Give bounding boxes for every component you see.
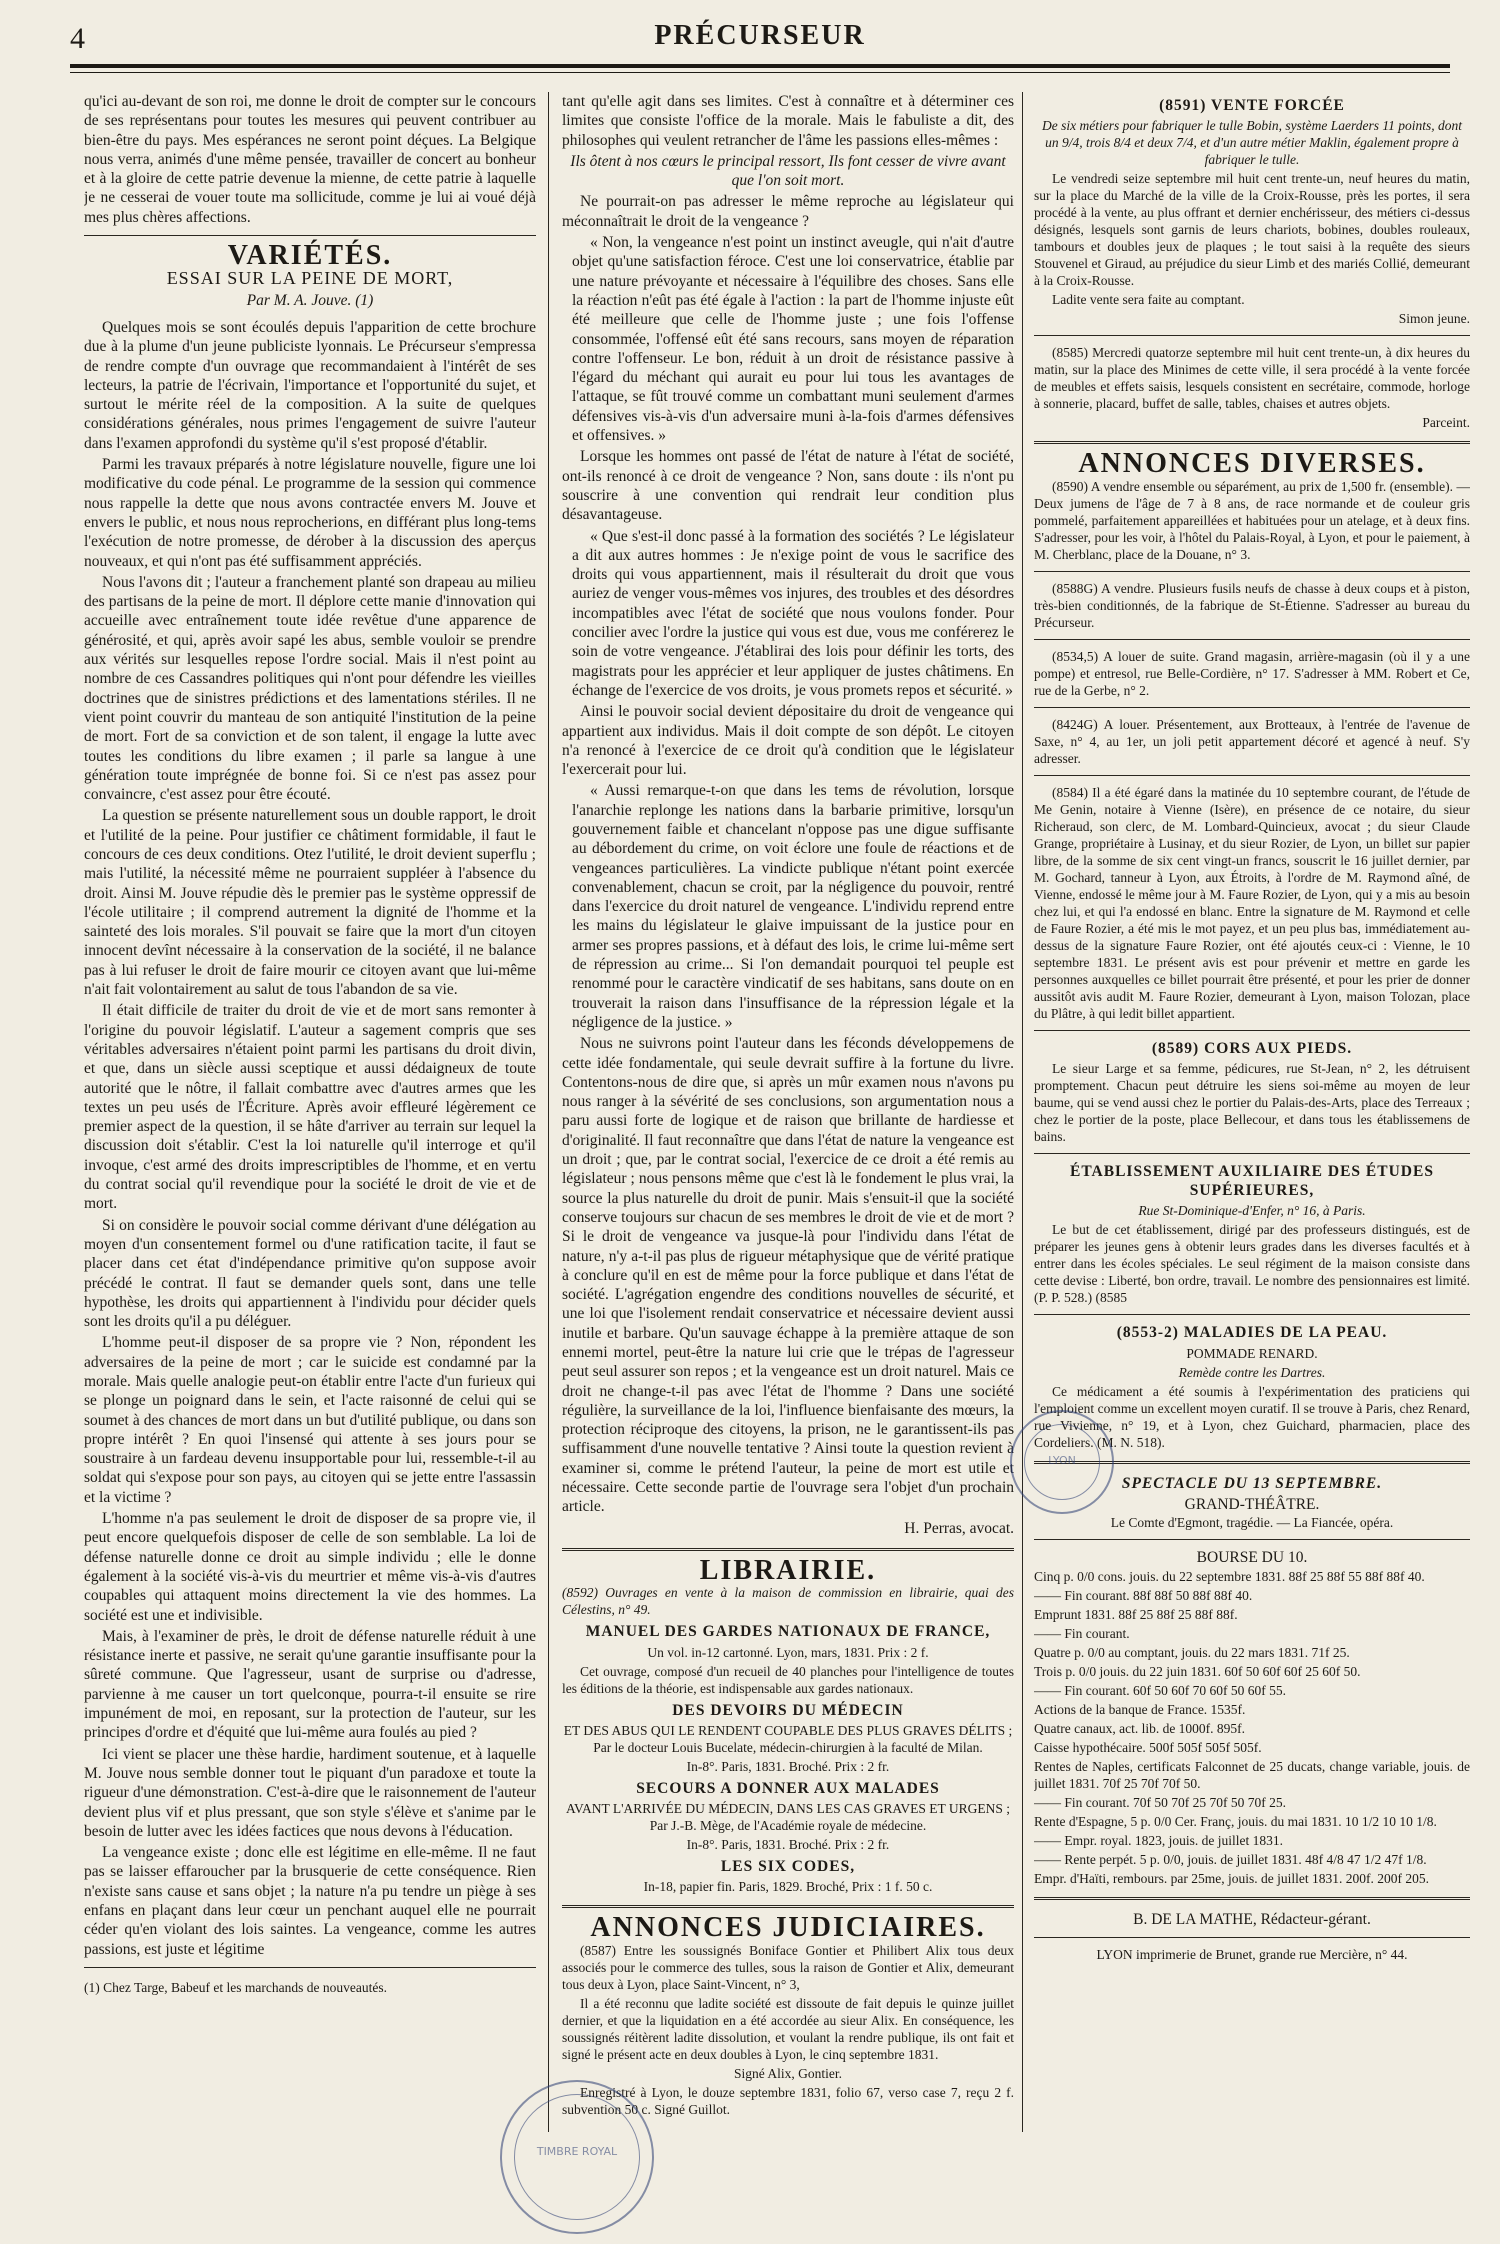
bourse-line: Actions de la banque de France. 1535f. xyxy=(1034,1701,1246,1717)
librairie-heading: LIBRAIRIE. xyxy=(699,1554,877,1586)
essay-paragraph: Mais, à l'examiner de près, le droit de défense naturelle réduit à une résistance inerte et passive, ne serait qu'une garantie insuffisante pour la sûreté commune. Que l'agresseur, usant de surprise ou d'adresse, parvienne à me causer un tort quelconque, pourra-t-il ensuite se rire impunément de moi, en reposant, sur la protection de l'auteur, sur les principes d'ordre et d'équité que lui-même aura foulés au pied ? xyxy=(84,1627,536,1742)
essay-paragraph: Nous ne suivrons point l'auteur dans les féconds développemens de cette idée fondamentale, qui seule devrait suffire à la fortune du livre. Contentons-nous de dire que, si après un mûr examen nous n'avons pu nous ranger à la sévérité de ses conclusions, son argumentation nous a paru aussi forte de logique et de raison que brillante de hardiesse et d'originalité. Il faut reconnaître que dans l'état de nature la vengeance est un droit ; que, par le contrat social, l'exercice de ce droit a été remis au législateur ; nous pensons même que c'est là le fondement le plus vrai, la source la plus naturelle du droit de punir. Mais s'ensuit-il que la société conserve toujours sur chacun de ses membres le droit de vie et de mort ? Si le droit de vengeance va jusque-là pour l'individu dans l'état de nature, n'y a-t-il pas plus de rigueur métaphysique que de vérité pratique à conclure qu'il en est de même pour la force publique et dans l'état de société. L'agrégation engendre des conditions nouvelles de sécurité, et une loi que l'isolement rendait conservatrice et nécessaire devient aussi inutile et barbare. Qu'un sauvage échappe à la première attaque de son ennemi mortel, peut-être la nature lui crie que le trépas de l'agresseur peut seul assurer son repos ; et la vengeance est un droit naturel. Mais ce droit ne change-t-il pas avec l'état de l'homme ? Dans une société régulière, la surveillance de la loi, l'influence bienfaisante des mœurs, la protection réciproque des citoyens, la prison, ne le garantissent-ils pas suffisamment d'une nouvelle tentative ? Ainsi toute la question revient à examiner si, comme le prétend l'auteur, la peine de mort est utile et nécessaire. Cette seconde partie de l'ouvrage sera l'objet d'un prochain article. xyxy=(562,1035,1014,1516)
essay-quote: « Aussi remarque-t-on que dans les tems de révolution, lorsque l'anarchie replonge les nations dans la barbarie primitive, lorsqu'un gouvernement faible et chancelant n'oppose pas une digue suffisante au débordement du crime, on voit éclore une foule de réactions et de vengeances particulières. La vindicte publique n'étant point exercée convenablement, chacun se croit, par la négligence du pouvoir, rentré dans l'exercice du droit naturel de vengeance. L'individu reprend entre les mains du législateur le glaive impuissant de la justice pour en armer ses propres passions, et à défaut des lois, le crime lui-même sert de répression au crime... Si l'on demandait pourquoi tel peuple est renommé pour le caractère vindicatif de ses habitans, sans doute on en trouverait la raison dans l'insuffisance de la répression légale et la négligence de la justice. » xyxy=(572,782,1014,1031)
etab-address: Rue St-Dominique-d'Enfer, n° 16, à Paris. xyxy=(1138,1203,1366,1219)
ad-item: (8588G) A vendre. Plusieurs fusils neufs de chasse à deux coups et à piston, très-bien conditionnés, de la fabrique de St-Étienne. S'adresser au bureau du Précurseur. xyxy=(1034,580,1470,630)
lyon-stamp xyxy=(1010,1410,1114,1514)
book-details: AVANT L'ARRIVÉE DU MÉDECIN, DANS LES CAS GRAVES ET URGENS ; Par J.-B. Mège, de l'Académie royale de médecine. xyxy=(565,1801,1011,1834)
essay-paragraph: Nous l'avons dit ; l'auteur a franchement planté son drapeau au milieu des partisans de la peine de mort. Il déplore cette manie d'innovation qui accueille avec entraînement toute idée revêtue d'une apparence de générosité, et qui, après avoir sapé les abus, semble vouloir se prendre aux vérités sur lesquelles repose l'ordre social. Mais il n'est point au nombre de ces Cassandres politiques qui n'ont pour défendre les vieilles doctrines que de sinistres prédictions et des lamentations stériles. Il ne vient point couvrir du manteau de son antiquité l'institution de la peine de mort. Fort de sa conviction et de son talent, il engage la lutte avec toutes les conditions du libre examen ; il parle sa langue à une génération toute imprégnée de bonne foi. Si ce n'est pas assez pour convaincre, c'est assez pour être écouté. xyxy=(84,573,536,804)
bourse-title: BOURSE DU 10. xyxy=(1196,1549,1308,1567)
essay-paragraph: La vengeance existe ; donc elle est légitime en elle-même. Il ne faut pas se laisser effaroucher par la brusquerie de cette conséquence. Rien n'existe sans cause et sans objet ; la nature n'a pu tendre un piège à ses enfans en plaçant dans leur cœur un penchant auquel elle ne pourrait céder qu'en violant des lois saintes. La vengeance, comme les autres passions, est juste et légitime xyxy=(84,1844,536,1958)
maladies-heading xyxy=(1034,1323,1470,1342)
ad-item: (8424G) A louer. Présentement, aux Brotteaux, à l'entrée de l'avenue de Saxe, n° 4, au 1er, un joli petit appartement décoré et agencé à neuf. S'y adresser. xyxy=(1034,716,1470,766)
cors-title: CORS AUX PIEDS. xyxy=(1204,1039,1353,1057)
ad-divider xyxy=(1034,335,1470,336)
ad-divider xyxy=(1034,1153,1470,1154)
essay-paragraph: L'homme n'a pas seulement le droit de disposer de sa propre vie, il peut encore quelquefois disposer de celle de son semblable. La loi de défense naturelle donne ce droit au simple individu ; elle le donne également à la société vis-à-vis du meurtrier et même vis-à-vis d'autres coupables qui attaquent moins directement la vie des hommes. La société est une et indivisible. xyxy=(84,1510,536,1624)
column-right xyxy=(1034,92,1470,2142)
page-number: 4 xyxy=(70,22,85,55)
ad-8585-signature: Parceint. xyxy=(1422,415,1470,431)
vente-subtitle: De six métiers pour fabriquer le tulle Bobin, système Laerders 11 points, dont un 9/4, trois 8/4 et deux 7/4, et d'un autre métier Maklin, également propre à fabriquer le tulle. xyxy=(1042,118,1462,168)
essay-paragraph: La question se présente naturellement sous un double rapport, le droit et l'utilité de la peine. Pour justifier ce châtiment formidable, il faut le concours de ces deux conditions. Otez l'utilité, le droit devient superflu ; mais l'utilité, la nécessité même ne pourraient suppléer à l'absence du droit. Ainsi M. Jouve répudie dès le premier pas le système oppressif de l'école utilitaire ; il comprend autrement la dignité de l'homme et la sainteté des lois morales. S'il pouvait se faire que la mort d'un citoyen innocent devînt nécessaire à la conservation de la société, il ne balance pas à lui refuser le droit de faire mourir ce citoyen avant que lui-même n'ait fait volontairement au salut de tous l'abandon de sa vie. xyxy=(84,807,536,999)
ad-8585: (8585) Mercredi quatorze septembre mil huit cent trente-un, à dix heures du matin, sur la place des Minimes de cette ville, il sera procédé à la vente forcée de meubles et effets saisis, lesquels consistent en secrétaire, commode, horloge à sonnerie, placard, buffet de salle, tables, chaises et autres objets. xyxy=(1034,345,1470,412)
ad-divider xyxy=(1034,775,1470,776)
book-title: DES DEVOIRS DU MÉDECIN xyxy=(672,1701,904,1719)
spectacle-sub: GRAND-THÉÂTRE. xyxy=(1184,1496,1320,1514)
column-divider xyxy=(1022,92,1023,2132)
book-desc: In-8°. Paris, 1831. Broché. Prix : 2 fr. xyxy=(686,1758,890,1774)
essay-title: ESSAI SUR LA PEINE DE MORT, xyxy=(166,268,454,289)
book-title: LES SIX CODES, xyxy=(720,1858,856,1876)
masthead-title: PRÉCURSEUR xyxy=(654,20,866,51)
essay-paragraph: Quelques mois se sont écoulés depuis l'apparition de cette brochure due à la plume d'un jeune publiciste lyonnais. Le Précurseur s'empressa de rendre compte d'un ouvrage que recommandaient à l'intérêt de ses lecteurs, la patrie de l'écrivain, l'importance et l'opportunité du sujet, et surtout le mérite réel de la composition. A la suite de quelques considérations générales, nous primes l'engagement de suivre l'auteur dans l'examen approfondi du système qu'il s'est proposé d'établir. xyxy=(84,318,536,452)
bourse-line: —— Fin courant. 60f 50 60f 70 60f 50 60f 55. xyxy=(1034,1682,1286,1698)
ad-id: (8553-2) xyxy=(1116,1324,1179,1342)
header-rule-thin xyxy=(70,72,1450,73)
section-divider xyxy=(562,1548,1014,1551)
cors-text: Le sieur Large et sa femme, pédicures, rue St-Jean, n° 2, les détruisent promptement. Chacun peut détruire les siens soi-même au moyen de leur baume, qui se vend aussi chez le portier du Palais-des-Arts, place des Terreaux ; chez le portier de la poste, place Bellecour, et dans tous les établissemens de bains. xyxy=(1034,1060,1470,1144)
intro-paragraph: qu'ici au-devant de son roi, me donne le droit de compter sur le concours de ses représentans pour toutes les mesures qui peuvent contribuer au bien-être du pays. Mes espérances ne seront point déçues. La Belgique nous verra, animés d'une même pensée, travailler de concert au bonheur et à la gloire de cette patrie devenue la mienne, de cette patrie à laquelle je ne cesserai de vouer toute ma sollicitude, comme je lui ai voué déjà mes plus chères affections. xyxy=(84,93,536,226)
essay-paragraph: Parmi les travaux préparés à notre législature nouvelle, figure une loi modificative du code pénal. Le programme de la session qui commence nous rappelle la dette que nous avons contractée envers M. Jouve et envers le public, et nous nous reprocherions, en différant plus long-tems l'exécution de notre promesse, de dérober à la discussion des aperçus nouveaux, et qui n'ont pas été suffisamment appréciés. xyxy=(84,456,536,570)
essay-quote: « Non, la vengeance n'est point un instinct aveugle, qui n'ait d'autre objet qu'une satisfaction féroce. C'est une loi conservatrice, établie par une nature prévoyante et nécessaire à l'équilibre des choses. Sans elle la réaction n'eût pas été égale à l'action : la part de l'homme injuste eût été meilleure que celle de l'homme juste ; une fois l'offense consommée, l'offensé eût été sans recours, sans moyen de réparation contre l'offenseur. Le bon, réduit à un droit de résistance passive à l'égard du méchant qui aurait eu pour lui tous les avantages de l'attaque, se fût trouvé comme un combattant muni seulement d'armes défensives vis-à-vis d'un adversaire muni à-la-fois d'armes défensives et offensives. » xyxy=(572,234,1014,445)
etab-text: Le but de cet établissement, dirigé par des professeurs distingués, est de préparer les jeunes gens à obtenir leurs grades dans les diverses facultés et à entrer dans les écoles spéciales. Le seul régiment de la maison consiste dans cette devise : Liberté, bon ordre, travail. Le nombre des pensionnaires est limité. (P. P. 528.) (8585 xyxy=(1034,1222,1470,1306)
ad-item: (8590) A vendre ensemble ou séparément, au prix de 1,500 fr. (ensemble). — Deux jumens de l'âge de 7 à 8 ans, de race normande et de couleur gris pommelé, parfaitement appareillées et habituées pour un atelage, et à deux fins. S'adresser, pour les voir, à l'hôtel du Palais-Royal, à Lyon, et pour le paiement, à M. Cherblanc, place de la Douane, n° 3. xyxy=(1034,478,1470,562)
footnote-divider xyxy=(84,1967,536,1968)
bourse-line: Quatre p. 0/0 au comptant, jouis. du 22 mars 1831. 71f 25. xyxy=(1034,1644,1350,1660)
vente-signature: Simon jeune. xyxy=(1398,311,1470,327)
section-divider xyxy=(1034,1937,1470,1938)
spectacle-text: Le Comte d'Egmont, tragédie. — La Fiancée, opéra. xyxy=(1110,1515,1394,1531)
librairie-intro: (8592) Ouvrages en vente à la maison de commission en librairie, quai des Célestins, n° 49. xyxy=(562,1585,1014,1618)
essay-paragraph: Ici vient se placer une thèse hardie, hardiment soutenue, et à laquelle M. Jouve nous semble donner tout le piquant d'un paradoxe et toute la rigueur d'une démonstration. C'est-à-dire que le raisonnement de l'auteur devient plus vif et plus pressant, que son style s'élève et s'anime par le besoin de lutter avec les idées factices que nous devons à l'éducation. xyxy=(84,1745,536,1840)
bourse-line: Cinq p. 0/0 cons. jouis. du 22 septembre 1831. 88f 25 88f 55 88f 88f 40. xyxy=(1034,1568,1425,1584)
vente-text: Le vendredi seize septembre mil huit cent trente-un, neuf heures du matin, sur la place du Marché de la ville de la Croix-Rousse, près les portes, il sera procédé à la vente, au plus offrant et dernier enchérisseur, des métiers ci-dessus désignés, lesquels sont garnis de leurs chariots, bobines, doubles rouleaux, tambours et doubles jeux de plaques ; le tout saisi à la requête des sieurs Stouvenel et Giraud, au préjudice du sieur Limb et des mariés Collié, demeurant à la Croix-Rousse. xyxy=(1034,171,1470,289)
diverses-heading: ANNONCES DIVERSES. xyxy=(1078,448,1426,480)
ad-divider xyxy=(1034,1030,1470,1031)
maladies-text: Ce médicament a été soumis à l'expérimentation des praticiens qui l'emploient comme un excellent moyen curatif. Il se trouve à Paris, chez Renard, rue Vivienne, n° 19, et à Lyon, chez Guichard, pharmacien, place des Cordeliers. (M. N. 518). xyxy=(1034,1383,1470,1450)
bourse-line: —— Fin courant. xyxy=(1034,1625,1130,1641)
ad-item: (8534,5) A louer de suite. Grand magasin, arrière-magasin (où il y a une pompe) et entresol, rue Belle-Cordière, n° 17. S'adresser à MM. Robert et Ce, rue de la Gerbe, n° 2. xyxy=(1034,648,1470,698)
bourse-line: —— Fin courant. 70f 50 70f 25 70f 50 70f 25. xyxy=(1034,1794,1286,1810)
verse-quote: Ils ôtent à nos cœurs le principal ressort, Ils font cesser de vivre avant que l'on soit mort. xyxy=(570,152,1006,190)
book-title: MANUEL DES GARDES NATIONAUX DE FRANCE, xyxy=(585,1623,991,1641)
book-details: Un vol. in-12 cartonné. Lyon, mars, 1831. Prix : 2 f. xyxy=(647,1644,929,1660)
section-divider xyxy=(1034,1539,1470,1540)
bourse-line: Trois p. 0/0 jouis. du 22 juin 1831. 60f 50 60f 60f 25 60f 50. xyxy=(1034,1663,1361,1679)
section-divider xyxy=(1034,441,1470,444)
column-left xyxy=(84,92,536,2142)
spectacle-title: SPECTACLE DU 13 SEPTEMBRE. xyxy=(1121,1474,1383,1492)
essay-paragraph: Lorsque les hommes ont passé de l'état de nature à l'état de société, ont-ils renoncé à ce droit de vengeance ? Non, sans doute : ils n'ont pu souscrire à une convention qui rendrait leur condition plus désavantageuse. xyxy=(562,448,1014,524)
essay-signature: H. Perras, avocat. xyxy=(904,1519,1014,1537)
judiciaires-registration: Enregistré à Lyon, le douze septembre 1831, folio 67, verso case 7, reçu 2 f. subvention 50 c. Signé Guillot. xyxy=(562,2084,1014,2117)
stamp-label: LYON xyxy=(1048,1454,1076,1467)
judiciaires-heading: ANNONCES JUDICIAIRES. xyxy=(590,1912,986,1944)
vente-heading xyxy=(1034,96,1470,115)
bourse-line: Rentes de Naples, certificats Falconnet de 25 ducats, change variable, jouis. de juillet 1831. 70f 25 70f 70f 50. xyxy=(1034,1758,1470,1791)
book-desc: In-8°. Paris, 1831. Broché. Prix : 2 fr. xyxy=(686,1837,890,1853)
timbre-stamp xyxy=(500,2080,654,2234)
maladies-sub: POMMADE RENARD. xyxy=(1186,1345,1318,1361)
book-title: SECOURS A DONNER AUX MALADES xyxy=(636,1779,940,1797)
bourse-line: Caisse hypothécaire. 500f 505f 505f 505f. xyxy=(1034,1739,1262,1755)
ad-divider xyxy=(1034,1314,1470,1315)
judiciaires-signature: Signé Alix, Gontier. xyxy=(734,2065,842,2081)
book-details: In-18, papier fin. Paris, 1829. Broché, Prix : 1 f. 50 c. xyxy=(643,1879,933,1895)
book-details: ET DES ABUS QUI LE RENDENT COUPABLE DES PLUS GRAVES DÉLITS ; Par le docteur Louis Bucelate, médecin-chirurgien à la faculté de Milan. xyxy=(563,1722,1013,1755)
essay-paragraph: Ainsi le pouvoir social devient dépositaire du droit de vengeance qui appartient aux individus. Mais il doit compte de son dépôt. Le citoyen n'a renoncé à l'exercice de ce droit qu'à condition que le législateur l'exercerait pour lui. xyxy=(562,703,1014,779)
bourse-line: Empr. d'Haïti, rembours. par 25me, jouis. de juillet 1831. 200f. 200f 205. xyxy=(1034,1870,1430,1886)
bourse-line: —— Rente perpét. 5 p. 0/0, jouis. de juillet 1831. 48f 4/8 47 1/2 47f 1/8. xyxy=(1034,1851,1427,1867)
essay-quote: « Que s'est-il donc passé à la formation des sociétés ? Le législateur a dit aux autres hommes : Je n'exige point de vous le sacrifice des droits qui vous appartiennent, mais il résulterait du droit que vous auriez de venger vous-mêmes vos injures, des troubles et des désordres incompatibles avec l'état de société que nous voulons fonder. Pour concilier avec l'ordre la justice qui vous est due, vous me conférerez le soin de votre vengeance. J'établirai des lois pour définir les torts, des magistrats pour les apprécier et leur appliquer de justes châtimens. En échange de l'exercice de vos droits, je vous promets repos et sécurité. » xyxy=(572,527,1014,699)
section-divider xyxy=(1034,1897,1470,1900)
section-divider xyxy=(562,1905,1014,1908)
essay-paragraph: Il était difficile de traiter du droit de vie et de mort sans remonter à l'origine du pouvoir législatif. L'auteur a sagement compris que ses véritables adversaires n'étaient point parmi les partisans du droit divin, et que, dans un siècle aussi sceptique et aussi dédaigneux de toute autorité que le nôtre, il fallait combattre avec d'autres armes que les textes un peu usés de l'Écriture. Après avoir effleuré légèrement ce premier aspect de la question, il se hâte d'arriver au terrain sur lequel la discussion doit s'établir. C'est la loi naturelle qu'il interroge et qu'il invoque, c'est armé des droits imprescriptibles de l'homme, et en vertu du contrat social qu'il revendique pour la société le droit de vie et de mort. xyxy=(84,1002,536,1213)
ad-divider xyxy=(1034,639,1470,640)
vente-title: VENTE FORCÉE xyxy=(1211,97,1345,114)
bourse-line: —— Empr. royal. 1823, jouis. de juillet 1831. xyxy=(1034,1832,1283,1848)
bourse-line: Quatre canaux, act. lib. de 1000f. 895f. xyxy=(1034,1720,1246,1736)
bourse-line: Emprunt 1831. 88f 25 88f 25 88f 88f. xyxy=(1034,1606,1238,1622)
footnote: (1) Chez Targe, Babeuf et les marchands de nouveautés. xyxy=(84,1979,387,1995)
judiciaires-text: Il a été reconnu que ladite société est dissoute de fait depuis le quinze juillet dernier, et que la liquidation en a été accordée au sieur Alix. En conséquence, les soussignés réitèrent ladite dissolution, et voulant la rendre publique, ils ont fait et signé le présent acte en deux doubles à Lyon, le cinq septembre 1831. xyxy=(562,1995,1014,2062)
essay-continued: tant qu'elle agit dans ses limites. C'est à connaître et à déterminer ces limites que consiste l'office de la morale. Mais le fabuliste a dit, des philosophes qui veulent retrancher de l'âme les passions elles-mêmes : xyxy=(562,93,1014,149)
judiciaires-text: (8587) Entre les soussignés Boniface Gontier et Philibert Alix tous deux associés pour le commerce des tulles, sous la raison de Gontier et Alix, demeurant tous deux à Lyon, place Saint-Vincent, n° 3, xyxy=(562,1942,1014,1992)
gerant-line: B. DE LA MATHE, Rédacteur-gérant. xyxy=(1133,1910,1371,1928)
bourse-line: Rente d'Espagne, 5 p. 0/0 Cer. Franç, jouis. du mai 1831. 10 1/2 10 10 1/8. xyxy=(1034,1813,1437,1829)
vente-closing: Ladite vente sera faite au comptant. xyxy=(1052,292,1245,308)
stamp-label: TIMBRE ROYAL xyxy=(536,2145,618,2158)
book-desc: Cet ouvrage, composé d'un recueil de 40 planches pour l'intelligence de toutes les éditions de la théorie, est indispensable aux gardes nationaux. xyxy=(562,1663,1014,1696)
imprimerie-line: LYON imprimerie de Brunet, grande rue Mercière, n° 44. xyxy=(1096,1946,1408,1962)
header-rule xyxy=(70,64,1450,68)
varietes-heading: VARIÉTÉS. xyxy=(227,240,393,272)
cors-heading xyxy=(1034,1039,1470,1058)
column-divider xyxy=(548,92,549,2132)
essay-paragraph: Ne pourrait-on pas adresser le même reproche au législateur qui méconnaîtrait le droit de la vengeance ? xyxy=(562,193,1014,230)
essay-paragraph: Si on considère le pouvoir social comme dérivant d'une délégation au moyen d'un consentement formel ou d'une ratification tacite, il faut se placer dans cet état d'indépendance primitive qu'on suppose avoir précédé le contrat. Il faut se demander quels sont, dans une telle hypothèse, les droits qui appartiennent à l'individu pour décider quels sont les droits qu'il a pu déléguer. xyxy=(84,1216,536,1331)
column-middle xyxy=(562,92,1014,2142)
page-header xyxy=(70,16,1450,86)
ad-divider xyxy=(1034,571,1470,572)
etab-title: ÉTABLISSEMENT AUXILIAIRE DES ÉTUDES SUPÉRIEURES, xyxy=(1070,1162,1434,1200)
ad-item: (8584) Il a été égaré dans la matinée du 10 septembre courant, de l'étude de Me Genin, notaire à Vienne (Isère), en présence de ce notaire, du sieur Richeraud, son clerc, de M. Lombard-Quincieux, avocat ; du sieur Claude Grange, propriétaire à Lusinay, et du sieur Rozier, de Lyon, un billet sur papier libre, de la somme de six cent vingt-un francs, souscrit le 16 juillet dernier, par M. Gochard, tanneur à Lyon, aux Étroits, à l'ordre de M. Raymond aîné, de Vienne, endossé le même jour à M. Faure Rozier, de Lyon, qui y a mis au besoin chez lui, et qui l'a endossé en blanc. Entre la signature de M. Raymond et celle de Faure Rozier, a été mis le mot payez, et un peu plus bas, immédiatement au-dessus de la signature Faure Rozier, ont été ajoutés ceux-ci : Vienne, le 10 septembre 1831. Le présent avis est pour prévenir et mettre en garde les personnes auxquelles ce billet pourrait être présenté, et pour les prier de donner aussitôt avis audit M. Faure Rozier, demeurant à Lyon, maison Tolozan, place du Plâtre, à qui ledit billet appartient. xyxy=(1034,784,1470,1021)
bourse-line: —— Fin courant. 88f 88f 50 88f 88f 40. xyxy=(1034,1587,1253,1603)
maladies-sub2: Remède contre les Dartres. xyxy=(1178,1364,1326,1380)
ad-id: (8591) xyxy=(1159,97,1207,114)
ad-divider xyxy=(1034,707,1470,708)
maladies-title: MALADIES DE LA PEAU. xyxy=(1183,1324,1388,1342)
section-divider xyxy=(84,235,536,236)
ad-id: (8589) xyxy=(1151,1039,1200,1057)
essay-paragraph: L'homme peut-il disposer de sa propre vie ? Non, répondent les adversaires de la peine de mort ; car le suicide est condamné par la morale. Mais quelle analogie peut-on établir entre l'acte d'un furieux qui se plonge un poignard dans le sein, et l'acte raisonné de celui qui se soumet à des chances de mort dans un but d'utilité publique, ou dans son propre intérêt ? En quoi l'insensé qui attente à ses jours pour se soustraire à un fardeau devenu insupportable pour lui, ressemble-t-il au soldat qui s'expose pour son pays, au citoyen qui se jette entre l'assassin et la victime ? xyxy=(84,1334,536,1506)
essay-author: Par M. A. Jouve. (1) xyxy=(246,291,374,309)
